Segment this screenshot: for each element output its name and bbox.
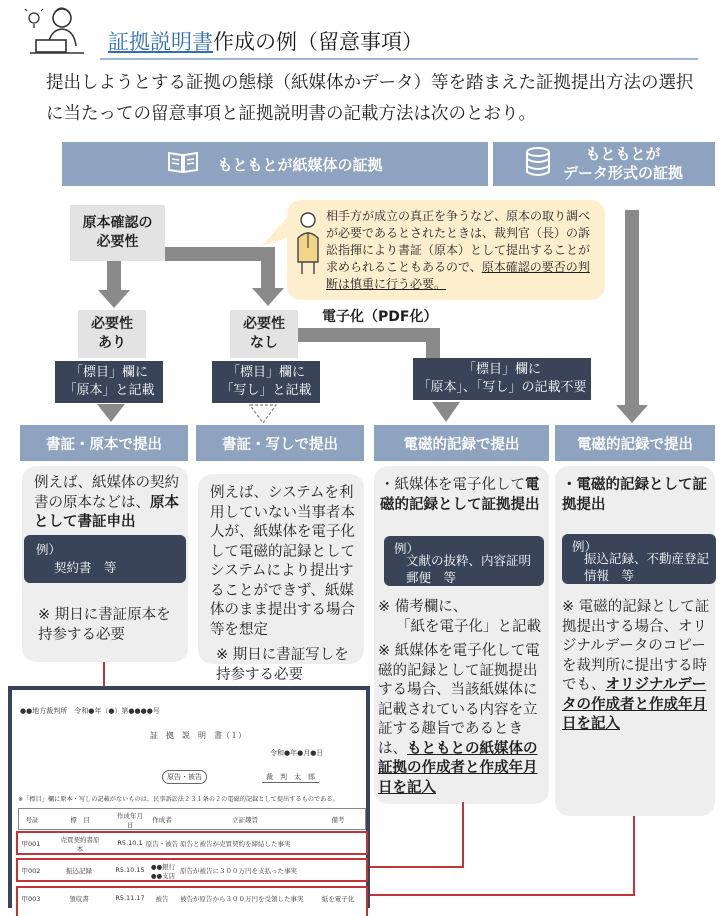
example-label: 例） <box>394 541 420 556</box>
method-original: 書証・原本で提出 <box>20 425 188 461</box>
example-text: 振込記録、不動産登記情報 等 <box>584 551 710 583</box>
row-purpose: 原告が被告に３００万円を支払った事実 <box>180 867 297 875</box>
doc-title: 証 拠 説 明 書（１） <box>150 731 246 740</box>
red-connector <box>633 816 635 896</box>
panel-original-text: 例えば、紙媒体の契約書の原本などは、原本として書証申出 <box>34 475 179 530</box>
original-check-box: 原本確認の 必要性 <box>70 205 165 261</box>
intro-text: 提出しようとする証拠の態様（紙媒体かデータ）等を踏まえた証拠提出方法の選択に当たっての留意事項と証拠説明書の記載方法は次のとおり。 <box>46 73 694 124</box>
row-author: 被告 <box>155 895 169 903</box>
panel-electronic-2-note: ※ 電磁的記録として証拠提出する場合、オリジナルデータのコピーを裁判所に提出する時でも、オリジナルデータの作成者と作成年月日を記入 <box>562 599 710 732</box>
panel-electronic-1-text: ・紙媒体を電子化して電磁的記録として証拠提出 <box>380 477 540 513</box>
necessity-yes-box: 必要性 あり <box>78 310 146 358</box>
example-label: 例） <box>36 542 62 557</box>
arrow-down-icon <box>432 402 460 426</box>
connector <box>107 261 121 291</box>
arrow-down-icon <box>98 290 130 312</box>
connector <box>261 247 275 289</box>
data-evidence-header: もともとが データ形式の証拠 <box>493 142 715 186</box>
caution-text: 相手方が成立の真正を争うなど、原本の取り調べが必要であるとされたときは、裁判官（長）の訴訟指揮により書証（原本）として提出することが求められることもあるので、原本確認の要否の判断は慎重に行う必要。 <box>326 209 591 291</box>
red-connector <box>366 894 635 896</box>
panel-electronic-2-text: ・電磁的記録として証拠提出 <box>562 477 707 513</box>
row-no: 甲002 <box>21 867 41 875</box>
doc-date: 令和●年●月●日 <box>270 749 324 757</box>
row-date: R5.11.17 <box>115 894 145 902</box>
book-icon <box>167 150 199 178</box>
row-no: 甲001 <box>21 840 41 848</box>
red-connector <box>462 802 464 868</box>
row-author: 原告・被告 <box>145 840 179 848</box>
necessity-no-box: 必要性 なし <box>230 310 298 358</box>
page-title: 証拠説明書作成の例（留意事項） <box>108 30 423 54</box>
panel-electronic-1-note2: ※ 紙媒体を電子化して電磁的記録として証拠提出する場合、当該紙媒体に記載されている内容を立証する趣旨であるときは、もともとの紙媒体の証拠の作成者と作成年月日を記入 <box>378 643 540 796</box>
method-electronic-1: 電磁的記録で提出 <box>374 425 549 461</box>
person-at-desk-icon <box>22 2 92 60</box>
arrow-down-icon <box>97 404 125 426</box>
table-row <box>16 831 368 855</box>
evidence-statement-sample <box>8 686 370 908</box>
party-label: 原告・被告 <box>162 770 207 784</box>
example-box <box>384 536 544 586</box>
method-copy: 書証・写しで提出 <box>196 425 364 461</box>
example-box <box>24 535 186 583</box>
court-line: ●●地方裁判所 令和●年（●）第●●●●号 <box>20 707 160 715</box>
official-person-icon <box>290 208 326 278</box>
table-row <box>16 858 368 882</box>
example-label: 例） <box>572 539 598 554</box>
row-note: 紙を電子化 <box>321 895 355 903</box>
header-purpose: 立証趣旨 <box>232 816 258 824</box>
row-purpose: 被告が原告から３００万円を受領した事実 <box>180 895 304 903</box>
row-date: R5.10.15 <box>115 866 145 874</box>
digitize-label: 電子化（PDF化） <box>322 309 438 325</box>
connector <box>298 328 440 342</box>
panel-original-note: ※ 期日に書証原本を持参する必要 <box>38 607 171 643</box>
example-box <box>562 534 716 584</box>
connector <box>625 210 639 406</box>
header-no: 号証 <box>25 816 39 824</box>
author-name: 裁 判 太 郎 <box>262 772 319 783</box>
database-icon <box>525 147 551 181</box>
row-title: 領収書 <box>69 895 89 903</box>
connector <box>426 328 440 358</box>
label-not-required-box: 「標目」欄に 「原本」、「写し」の記載不要 <box>413 358 591 400</box>
row-author: ●●銀行●●支店 <box>150 863 176 880</box>
arrow-down-icon <box>616 405 648 427</box>
row-purpose: 原告と被告が売買契約を締結した事実 <box>180 840 291 848</box>
header-title: 標 目 <box>70 816 90 824</box>
arrow-down-icon <box>252 288 284 310</box>
example-text: 契約書 等 <box>54 560 117 575</box>
row-date: R5.10.1 <box>117 839 143 847</box>
table-header <box>18 808 366 830</box>
doc-notice: ※「標目」欄に原本・写しの記載がないものは、民事訴訟法２３１条の２の電磁的記録として提出するものである。 <box>18 796 339 803</box>
method-electronic-2: 電磁的記録で提出 <box>555 425 715 461</box>
connector <box>165 247 275 261</box>
label-original-box: 「標目」欄に 「原本」と記載 <box>55 361 163 403</box>
paper-evidence-header: もともとが紙媒体の証拠 <box>62 142 488 186</box>
title-divider <box>100 58 698 60</box>
table-row <box>16 886 368 916</box>
panel-electronic-1-note1: ※ 備考欄に、 「紙を電子化」と記載 <box>378 599 541 635</box>
label-copy-box: 「標目」欄に 「写し」と記載 <box>212 361 320 403</box>
row-title: 売買契約書原本 <box>60 836 100 853</box>
red-connector <box>366 866 464 868</box>
panel-copy-note: ※ 期日に書証写しを持参する必要 <box>216 647 349 683</box>
header-author: 作成者 <box>152 816 172 824</box>
row-title: 振込記録 <box>66 867 92 875</box>
panel-copy-text: 例えば、システムを利用していない当事者本人が、紙媒体を電子化して電磁的記録としてシステムにより提出することができず、紙媒体のまま提出する場合等を想定 <box>210 485 355 638</box>
example-text: 文献の抜粋、内容証明郵便 等 <box>406 553 532 585</box>
row-no: 甲003 <box>21 895 41 903</box>
header-note: 備考 <box>331 816 345 824</box>
header-date: 作成年月日 <box>117 812 143 829</box>
